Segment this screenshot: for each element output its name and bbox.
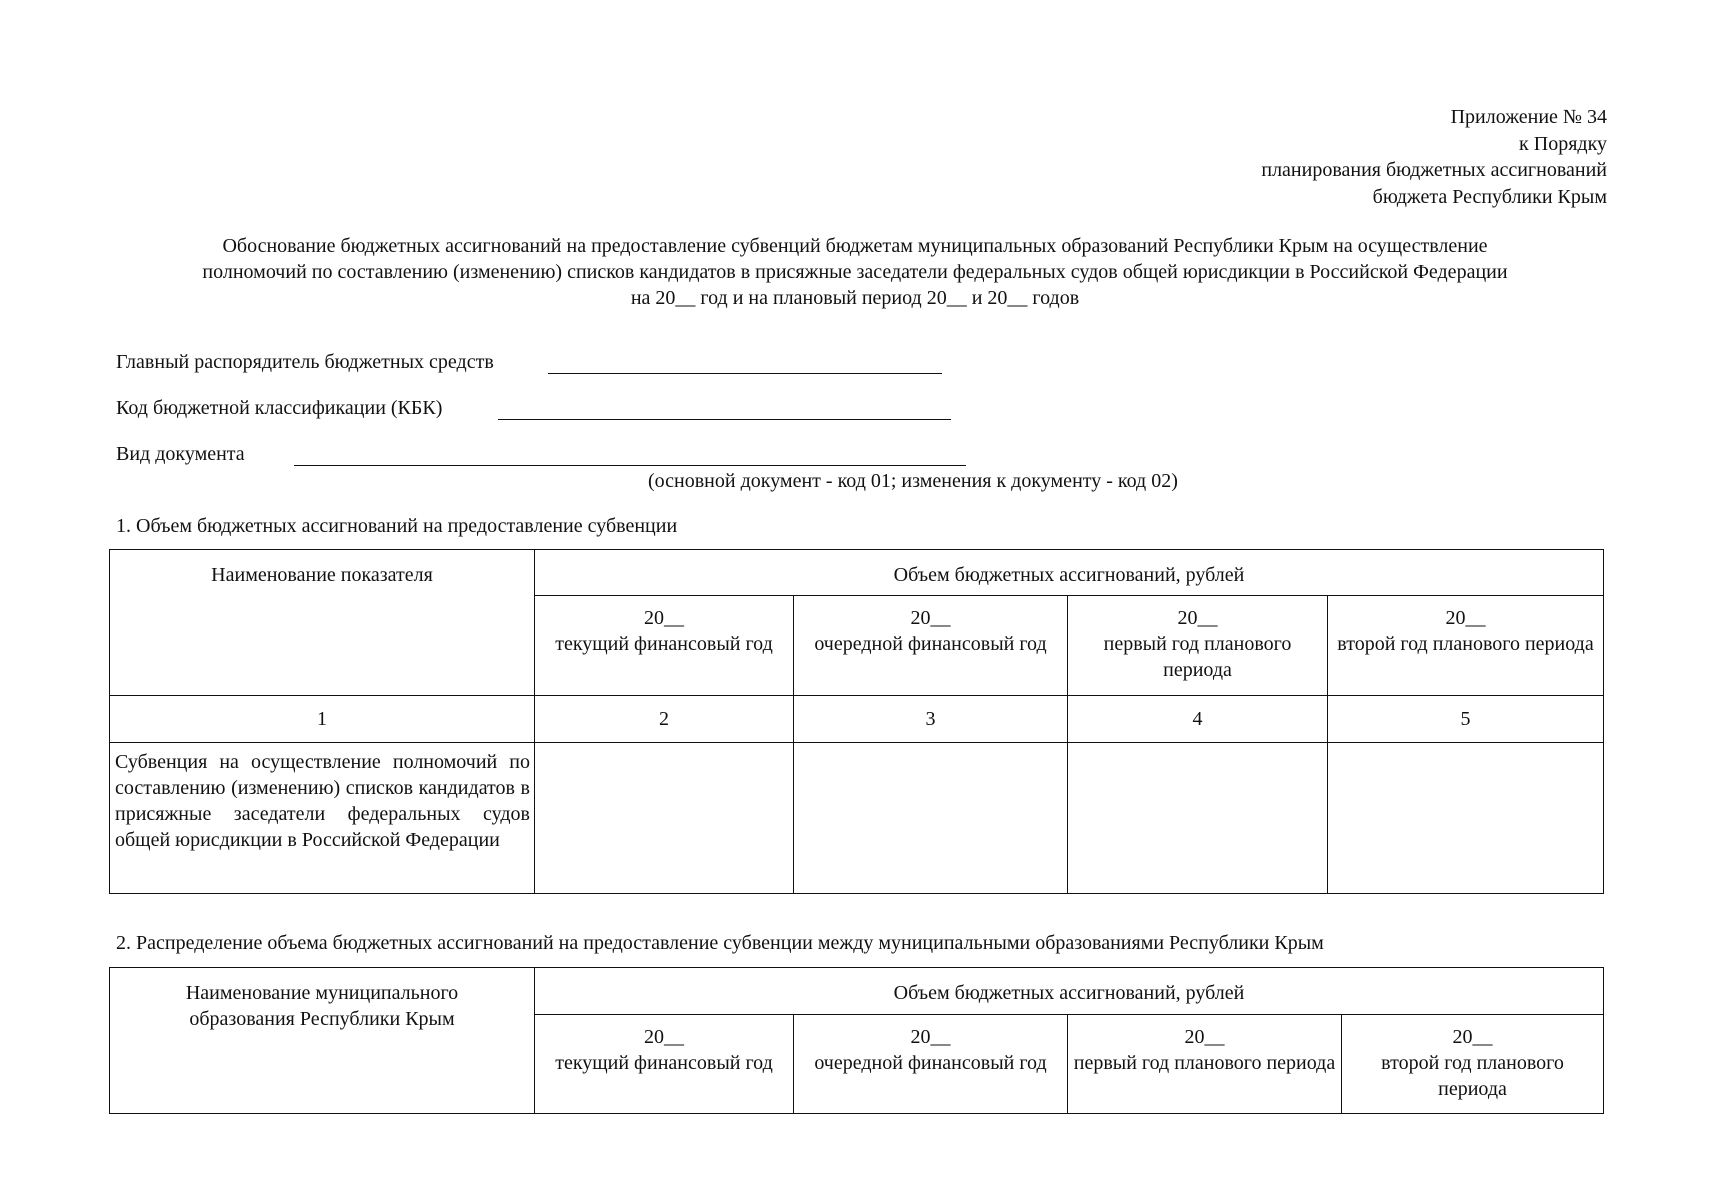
- kbk-input-line[interactable]: [498, 419, 951, 420]
- doc-type-input-line[interactable]: [294, 465, 966, 466]
- t1-cell-next-year[interactable]: [794, 743, 1068, 894]
- doc-type-hint: (основной документ - код 01; изменения к документу - код 02): [648, 470, 1178, 492]
- t2-year-col-4: [1068, 1015, 1342, 1114]
- title-line-3: на 20__ год и на плановый период 20__ и 20__ годов: [630, 287, 1080, 309]
- t1-header-name: Наименование показателя: [110, 550, 535, 696]
- t1-col-number-3: 3: [794, 696, 1068, 743]
- year-value: 20__: [1177, 607, 1218, 629]
- t1-year-col-2: [535, 596, 794, 696]
- t1-header-volume: Объем бюджетных ассигнований, рублей: [535, 550, 1604, 596]
- appendix-reference: к Порядку: [1519, 132, 1607, 155]
- year-label: текущий финансовый год: [555, 633, 773, 655]
- year-label: второй год планового периода: [1381, 1052, 1564, 1100]
- table-2: [109, 967, 1604, 1114]
- appendix-header: [1261, 104, 1607, 210]
- appendix-reference-line3: бюджета Республики Крым: [1372, 185, 1607, 208]
- year-value: 20__: [910, 1026, 951, 1048]
- t1-year-col-4: [1068, 596, 1328, 696]
- year-value: 20__: [644, 1026, 684, 1048]
- section-2-title: 2. Распределение объема бюджетных ассигнований на предоставление субвенции между муниципальными образованиями Республики Крым: [116, 932, 1324, 954]
- year-label: текущий финансовый год: [555, 1052, 773, 1074]
- document-title: [110, 233, 1600, 311]
- year-value: 20__: [1452, 1026, 1493, 1048]
- t1-cell-plan-year-2[interactable]: [1328, 743, 1604, 894]
- kbk-label: Код бюджетной классификации (КБК): [116, 397, 443, 419]
- t2-year-col-2: [535, 1015, 794, 1114]
- year-label: первый год планового периода: [1073, 1052, 1336, 1074]
- t2-header-volume: Объем бюджетных ассигнований, рублей: [535, 968, 1604, 1015]
- title-line-1: Обоснование бюджетных ассигнований на предоставление субвенций бюджетам муниципальных образований Республики Крым на осуществление: [222, 235, 1488, 257]
- manager-label: Главный распорядитель бюджетных средств: [116, 351, 494, 373]
- year-label: очередной финансовый год: [814, 633, 1047, 655]
- table-1: [109, 549, 1604, 894]
- t2-header-name: Наименование муниципального образования Республики Крым: [110, 968, 535, 1114]
- year-label: второй год планового периода: [1337, 633, 1594, 655]
- t2-year-col-5: [1342, 1015, 1604, 1114]
- year-label: очередной финансовый год: [814, 1052, 1047, 1074]
- t1-cell-current-year[interactable]: [535, 743, 794, 894]
- t1-col-number-2: 2: [535, 696, 794, 743]
- section-1-title: 1. Объем бюджетных ассигнований на предоставление субвенции: [116, 515, 678, 537]
- appendix-reference-line2: планирования бюджетных ассигнований: [1261, 159, 1607, 181]
- t1-col-number-5: 5: [1328, 696, 1604, 743]
- doc-type-label: Вид документа: [116, 443, 245, 465]
- t1-row-label: Субвенция на осуществление полномочий по составлению (изменению) списков кандидатов в присяжные заседатели федеральных судов общей юрисдикции в Российской Федерации: [110, 743, 535, 894]
- title-line-2: полномочий по составлению (изменению) списков кандидатов в присяжные заседатели федеральных судов общей юрисдикции в Российской Федерации: [202, 261, 1508, 283]
- year-value: 20__: [644, 607, 684, 629]
- manager-input-line[interactable]: [548, 373, 942, 374]
- year-value: 20__: [910, 607, 951, 629]
- year-label: первый год планового периода: [1103, 633, 1292, 681]
- year-value: 20__: [1445, 607, 1486, 629]
- t1-cell-plan-year-1[interactable]: [1068, 743, 1328, 894]
- year-value: 20__: [1184, 1026, 1225, 1048]
- t1-year-col-5: [1328, 596, 1604, 696]
- t2-year-col-3: [794, 1015, 1068, 1114]
- appendix-number: Приложение № 34: [1450, 106, 1607, 128]
- t1-col-number-4: 4: [1068, 696, 1328, 743]
- t1-year-col-3: [794, 596, 1068, 696]
- t1-col-number-1: 1: [110, 696, 535, 743]
